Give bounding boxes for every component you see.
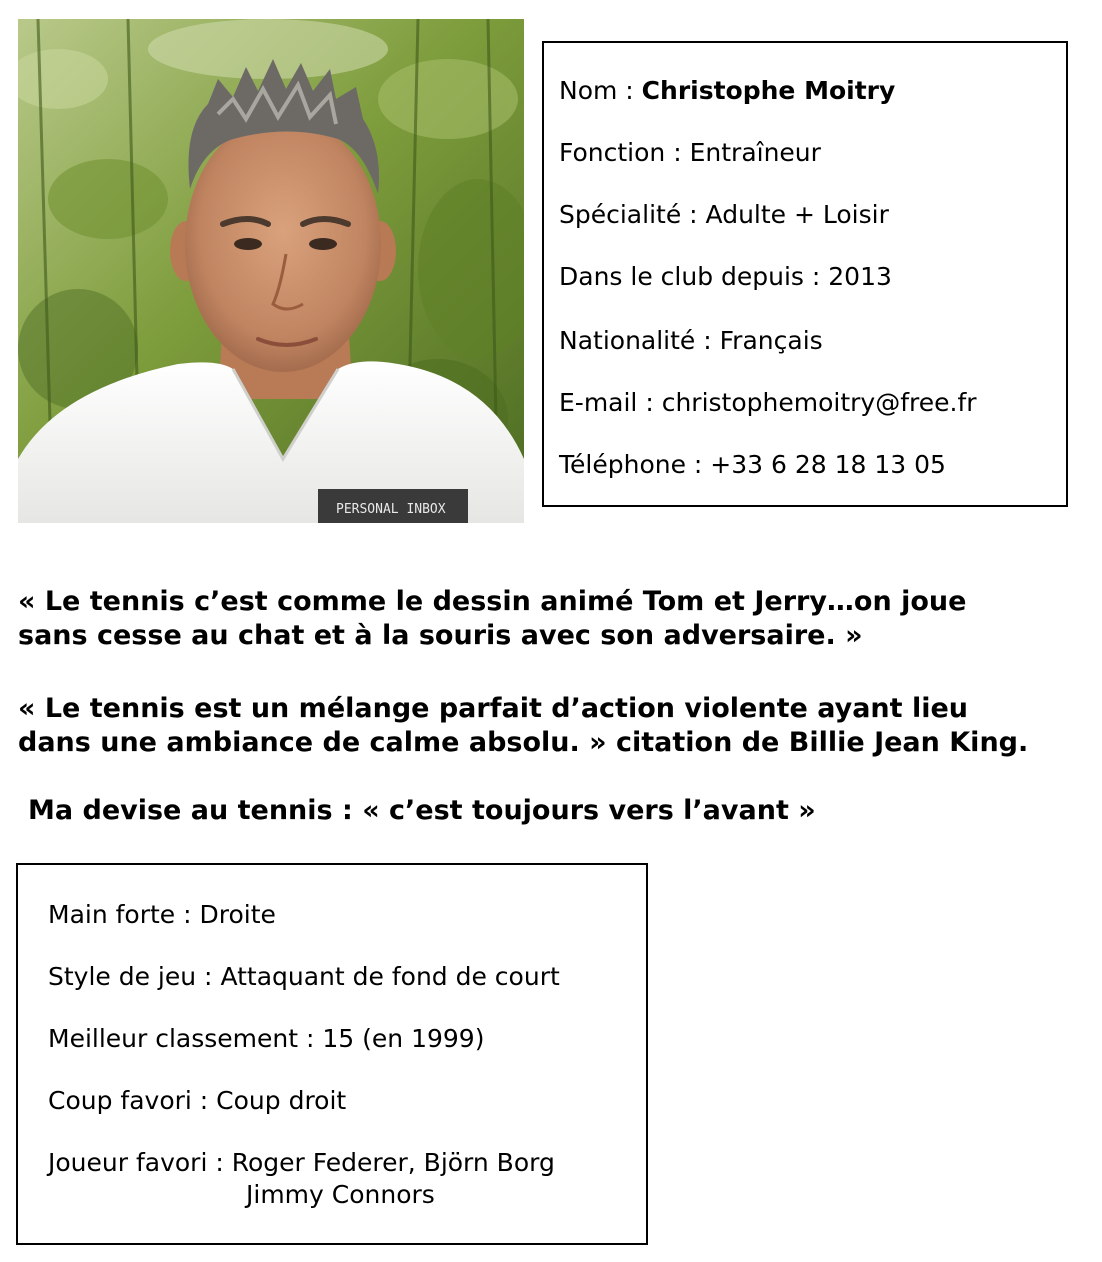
specialty-value: Adulte + Loisir	[705, 200, 889, 229]
style-label: Style de jeu :	[48, 962, 221, 991]
shirt-print-text: PERSONAL INBOX	[336, 502, 446, 517]
email-label: E-mail :	[559, 388, 662, 417]
quote-2-line-2: dans une ambiance de calme absolu. » citation de Billie Jean King.	[18, 727, 1029, 758]
since-row	[559, 262, 892, 292]
nationality-label: Nationalité :	[559, 326, 720, 355]
specialty-row	[559, 200, 889, 230]
coach-portrait-photo	[18, 19, 524, 523]
hand-label: Main forte :	[48, 900, 200, 929]
shot-label: Coup favori :	[48, 1086, 217, 1115]
function-label: Fonction :	[559, 138, 690, 167]
function-row	[559, 138, 821, 168]
email-value[interactable]: christophemoitry@free.fr	[661, 388, 977, 417]
quote-1-line-2: sans cesse au chat et à la souris avec son adversaire. »	[18, 620, 863, 651]
specialty-label: Spécialité :	[559, 200, 706, 229]
shot-value: Coup droit	[216, 1086, 347, 1115]
nationality-value: Français	[719, 326, 823, 355]
hand-row	[48, 900, 276, 930]
ranking-row	[48, 1024, 484, 1054]
phone-label: Téléphone :	[559, 450, 711, 479]
phone-value: +33 6 28 18 13 05	[710, 450, 946, 479]
name-label: Nom :	[559, 76, 642, 105]
email-row	[559, 388, 977, 418]
player-row	[48, 1148, 555, 1178]
coach-info-box	[542, 41, 1068, 507]
name-value: Christophe Moitry	[641, 76, 896, 105]
style-value: Attaquant de fond de court	[220, 962, 560, 991]
quote-1-line-1: « Le tennis c’est comme le dessin animé Tom et Jerry…on joue	[18, 586, 967, 617]
phone-row	[559, 450, 946, 480]
style-row	[48, 962, 560, 992]
shot-row	[48, 1086, 346, 1116]
motto: Ma devise au tennis : « c’est toujours vers l’avant »	[28, 795, 816, 826]
player-value-line-1: Roger Federer, Björn Borg	[231, 1148, 555, 1177]
player-value-line-2: Jimmy Connors	[246, 1180, 435, 1209]
quote-2-line-1: « Le tennis est un mélange parfait d’action violente ayant lieu	[18, 693, 968, 724]
ranking-value: 15 (en 1999)	[322, 1024, 485, 1053]
player-label: Joueur favori :	[48, 1148, 232, 1177]
since-value: 2013	[828, 262, 892, 291]
name-row	[559, 76, 895, 106]
ranking-label: Meilleur classement :	[48, 1024, 323, 1053]
player-stats-box	[16, 863, 648, 1245]
nationality-row	[559, 326, 823, 356]
since-label: Dans le club depuis :	[559, 262, 829, 291]
function-value: Entraîneur	[689, 138, 821, 167]
hand-value: Droite	[199, 900, 276, 929]
